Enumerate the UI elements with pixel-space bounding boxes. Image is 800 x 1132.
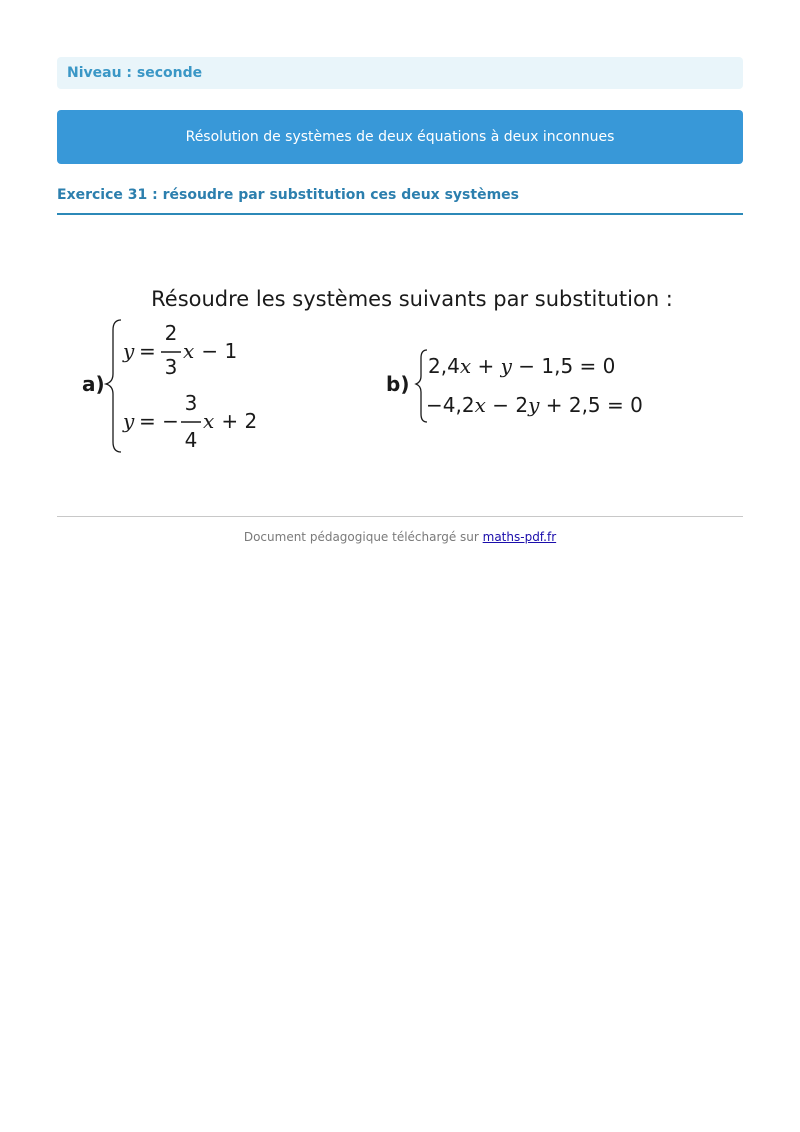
system-b-label: b) (386, 372, 410, 396)
system-a-eq2-equals: = − (139, 409, 179, 433)
footer-divider (57, 516, 743, 517)
system-a-eq1-num: 2 (164, 321, 178, 345)
system-a-brace (106, 320, 121, 452)
system-a-eq1-tail-var: x (183, 339, 195, 363)
system-b-eq1-y: y (500, 354, 512, 378)
system-a-eq2-den: 4 (184, 428, 198, 452)
system-a-eq2-var: y (123, 409, 135, 433)
system-b-eq2 (426, 393, 643, 417)
system-b-eq2-y: y (528, 393, 540, 417)
system-a-eq2-tail-var: x (203, 409, 215, 433)
system-b-eq1-part2: + (471, 354, 501, 378)
system-a-eq1-var: y (123, 339, 135, 363)
page-title-banner (57, 110, 743, 164)
system-b-eq1-part3: − 1,5 = 0 (511, 354, 616, 378)
system-a-label: a) (82, 372, 105, 396)
system-a-eq2-num: 3 (184, 391, 198, 415)
system-b-eq2-part3: + 2,5 = 0 (539, 393, 643, 417)
system-b-eq1 (428, 354, 615, 378)
system-a-eq2-tail: + 2 (215, 409, 258, 433)
exercise-instruction: Résoudre les systèmes suivants par substitution : (151, 287, 673, 311)
exercise-title: Exercice 31 : résoudre par substitution ces deux systèmes (57, 184, 743, 215)
exercise-image (57, 270, 743, 460)
page-title: Résolution de systèmes de deux équations à deux inconnues (185, 129, 615, 145)
system-a-eq1-equals: = (139, 339, 156, 363)
system-a-eq1-tail: − 1 (195, 339, 238, 363)
system-b-eq1-part1: 2,4 (428, 354, 460, 378)
system-b-eq2-x: x (474, 393, 486, 417)
footer-link[interactable]: maths-pdf.fr (482, 530, 557, 544)
level-label: Niveau : seconde (57, 57, 743, 89)
system-b-eq2-part2: − 2 (485, 393, 529, 417)
footer (57, 528, 743, 546)
system-b-eq1-x: x (459, 354, 472, 378)
footer-text: Document pédagogique téléchargé sur (243, 530, 483, 544)
system-a-eq1-den: 3 (164, 355, 178, 379)
system-b-eq2-part1: −4,2 (426, 393, 475, 417)
